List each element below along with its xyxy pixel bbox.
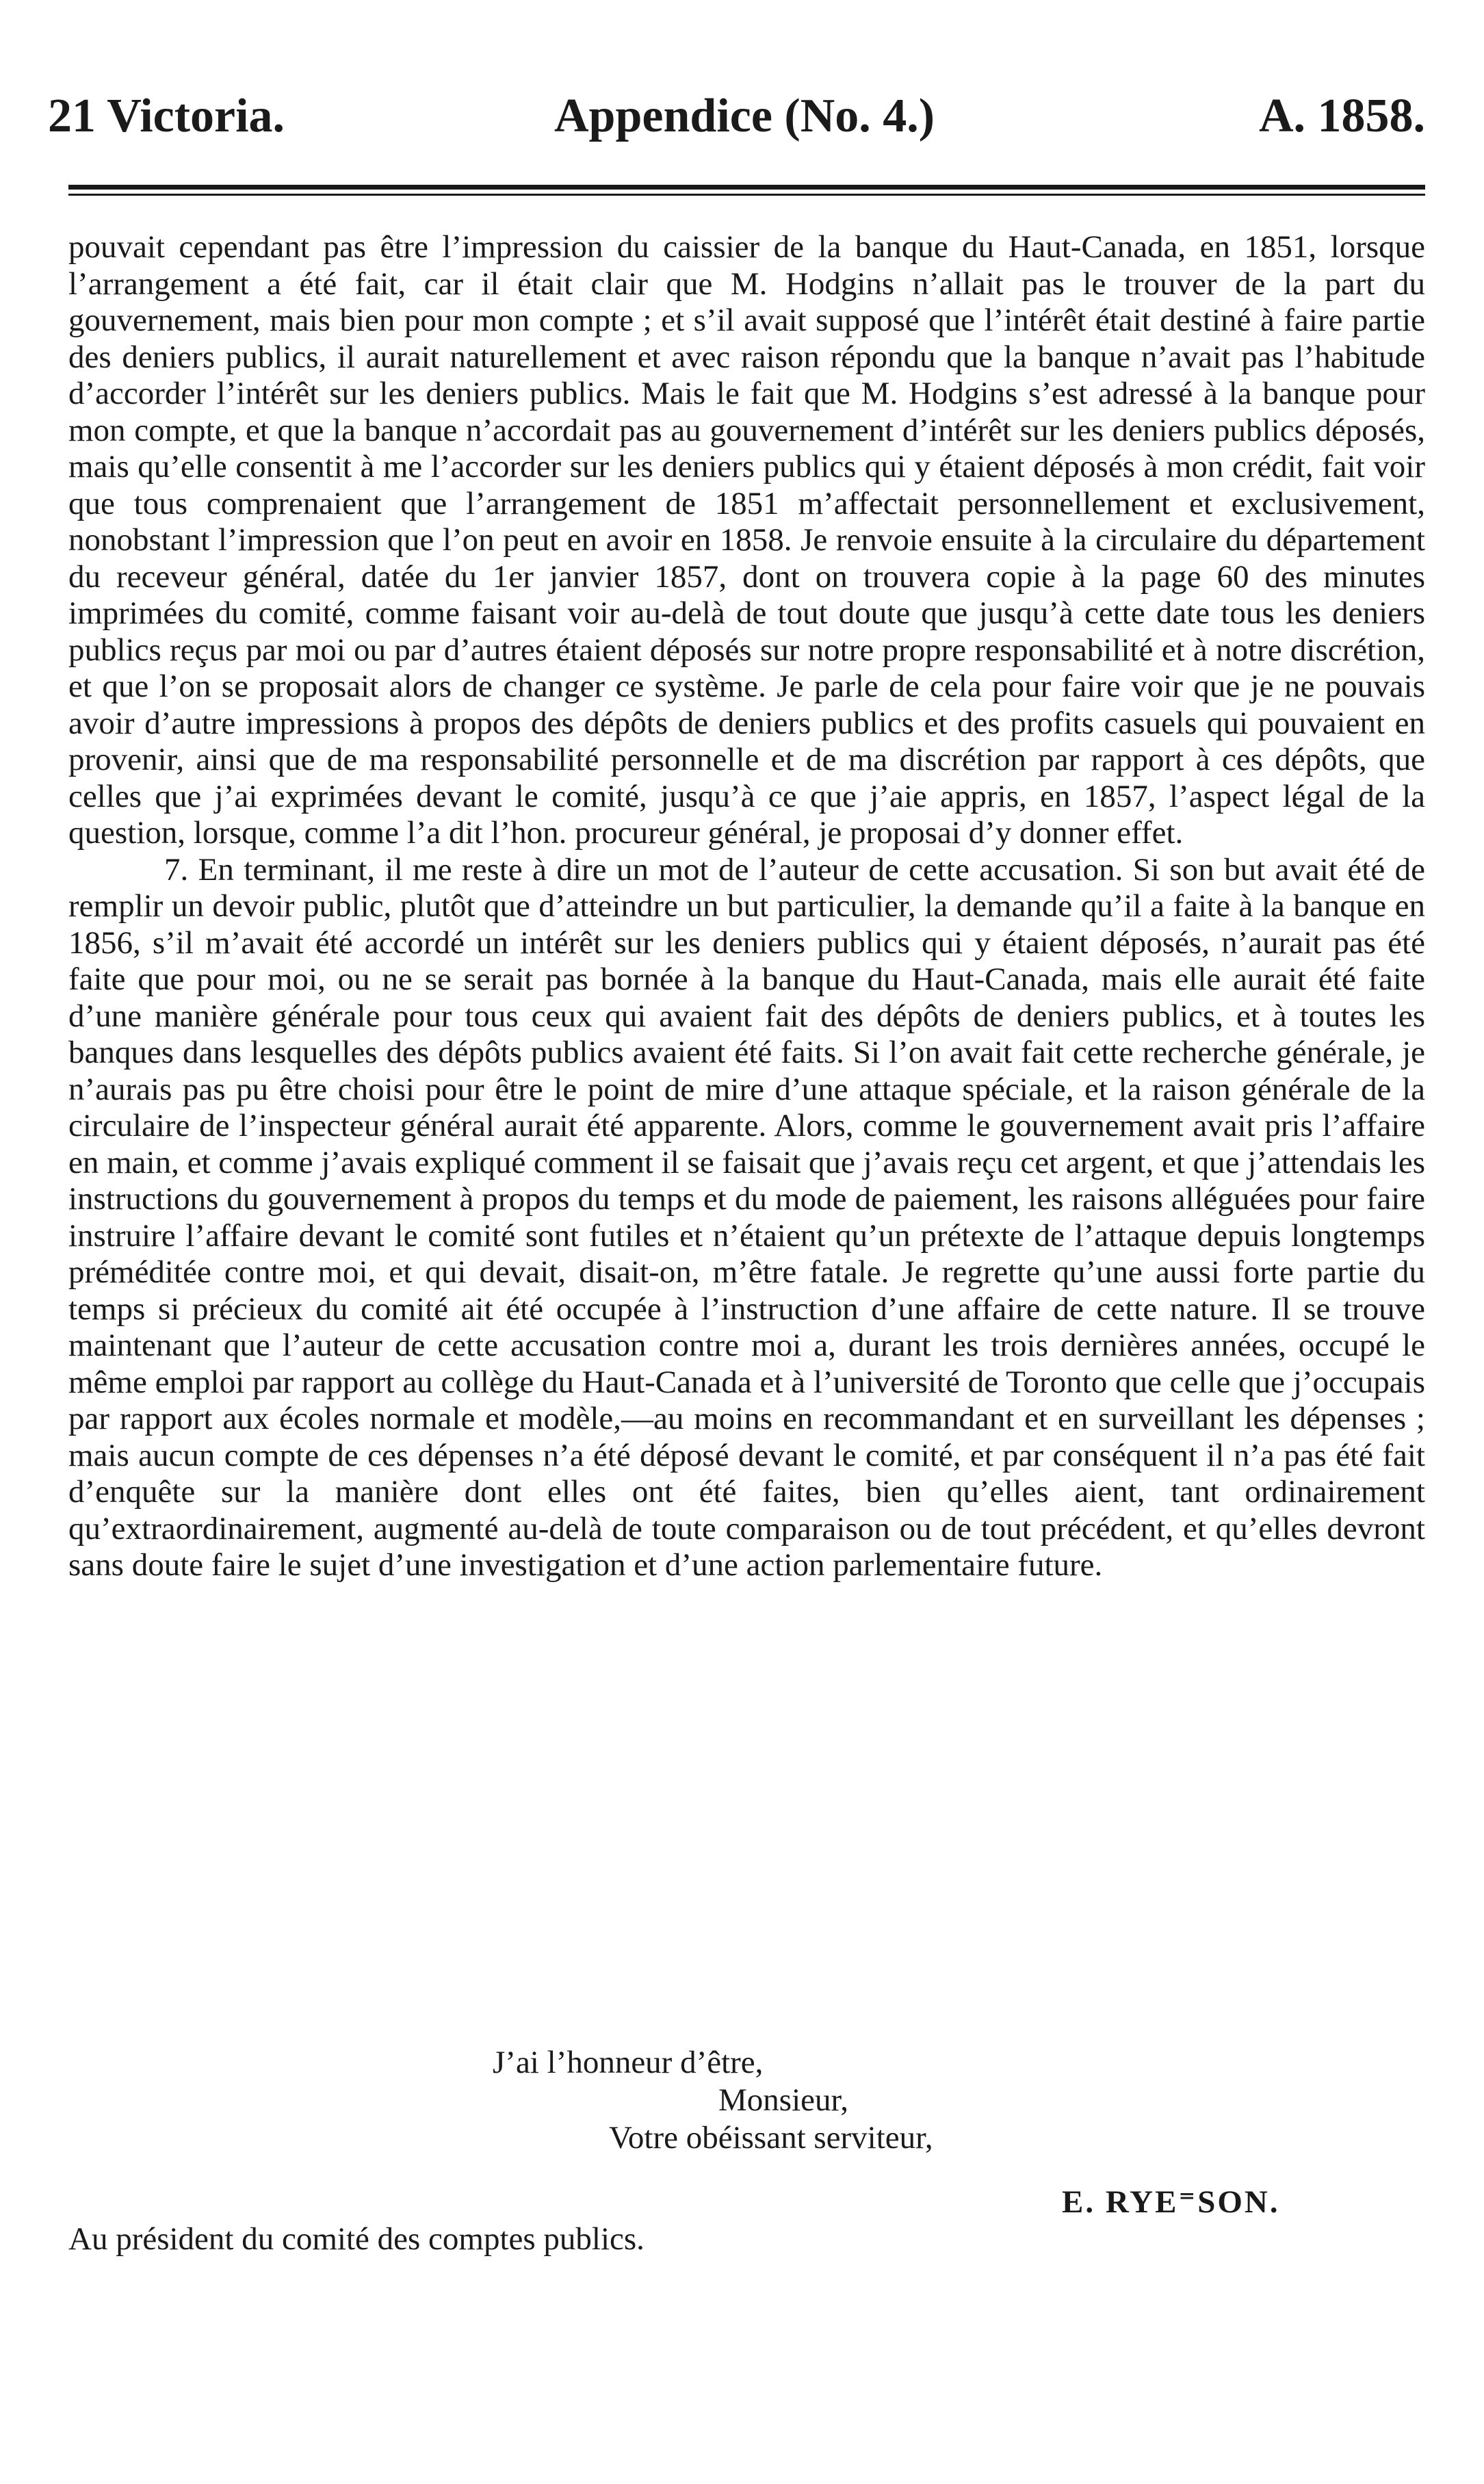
signature: E. RYE⁼SON. [1062, 2184, 1280, 2220]
header-rule-thin [68, 194, 1425, 196]
closing-address: Monsieur, [718, 2082, 849, 2118]
paragraph-continuation: pouvait cependant pas être l’impression du caissier de la banque du Haut-Canada, en 1851, lorsque l’arrangement a été fait, car il était clair que M. Hodgins n’allait pas le trouver de la part du gouvernement, mais bien pour mon compte ; et s’il avait supposé que l’intérêt était destiné à faire partie des deniers publics, il aurait naturellement et avec raison répondu que la banque n’avait pas l’habitude d’accorder l’intérêt sur les deniers publics. Mais le fait que M. Hodgins s’est adressé à la banque pour mon compte, et que la banque n’accordait pas au gouvernement d’intérêt sur les deniers publics déposés, mais qu’elle consentit à me l’accorder sur les deniers publics qui y étaient déposés à mon crédit, fait voir que tous comprenaient que l’arrangement de 1851 m’affectait personnellement et exclusivement, nonobstant l’impression que l’on peut en avoir en 1858. Je renvoie ensuite à la circulaire du département du receveur général, datée du 1er janvier 1857, dont on trouvera copie à la page 60 des minutes imprimées du comité, comme faisant voir au-delà de tout doute que jusqu’à cette date tous les deniers publics reçus par moi ou par d’autres étaient déposés sur notre propre responsabilité et à notre discrétion, et que l’on se proposait alors de changer ce système. Je parle de cela pour faire voir que je ne pouvais avoir d’autre impressions à propos des dépôts de deniers publics et des profits casuels qui pouvaient en provenir, ainsi que de ma responsabilité personnelle et de ma discrétion par rapport à ces dépôts, que celles que j’ai exprimées devant le comité, jusqu’à ce que j’aie appris, en 1857, l’aspect légal de la question, lorsque, comme l’a dit l’hon. procureur général, je proposai d’y donner effet. [68, 229, 1425, 851]
closing-salutation: J’ai l’honneur d’être, [493, 2045, 764, 2080]
running-header [34, 89, 1425, 164]
addressee: Au président du comité des comptes publics. [68, 2221, 645, 2257]
header-regnal-year: 21 Victoria. [48, 90, 285, 142]
header-appendix-title: Appendice (No. 4.) [554, 90, 935, 142]
header-rule-thick [68, 185, 1425, 190]
closing-valediction: Votre obéissant serviteur, [609, 2120, 933, 2156]
letter-body [68, 229, 1425, 1584]
header-year: A. 1858. [1258, 90, 1425, 142]
paragraph-7: 7. En terminant, il me reste à dire un mot de l’auteur de cette accusation. Si son but avait été de remplir un devoir public, plutôt que d’atteindre un but particulier, la demande qu’il a faite à la banque en 1856, s’il m’avait été accordé un intérêt sur les deniers publics qui y étaient déposés, n’aurait pas été faite que pour moi, ou ne se serait pas bornée à la banque du Haut-Canada, mais elle aurait été faite d’une manière générale pour tous ceux qui avaient fait des dépôts de deniers publics, et à toutes les banques dans lesquelles des dépôts publics avaient été faits. Si l’on avait fait cette recherche générale, je n’aurais pas pu être choisi pour être le point de mire d’une attaque spéciale, et la raison générale de la circulaire de l’inspecteur général aurait été apparente. Alors, comme le gouvernement avait pris l’affaire en main, et comme j’avais expliqué comment il se faisait que j’avais reçu cet argent, et que j’attendais les instructions du gouvernement à propos du temps et du mode de paiement, les raisons alléguées pour faire instruire l’affaire devant le comité sont futiles et n’étaient qu’un prétexte de l’attaque depuis longtemps préméditée contre moi, et qui devait, disait-on, m’être fatale. Je regrette qu’une aussi forte partie du temps si précieux du comité ait été occupée à l’instruction d’une affaire de cette nature. Il se trouve maintenant que l’auteur de cette accusation contre moi a, durant les trois dernières années, occupé le même emploi par rapport au collège du Haut-Canada et à l’université de Toronto que celle que j’occupais par rapport aux écoles normale et modèle,—au moins en recommandant et en surveillant les dépenses ; mais aucun compte de ces dépenses n’a été déposé devant le comité, et par conséquent il n’a pas été fait d’enquête sur la manière dont elles ont été faites, bien qu’elles aient, tant ordinairement qu’extraordinairement, augmenté au-delà de toute comparaison ou de tout précédent, et qu’elles devront sans doute faire le sujet d’une investigation et d’une action parlementaire future. [68, 851, 1425, 1583]
